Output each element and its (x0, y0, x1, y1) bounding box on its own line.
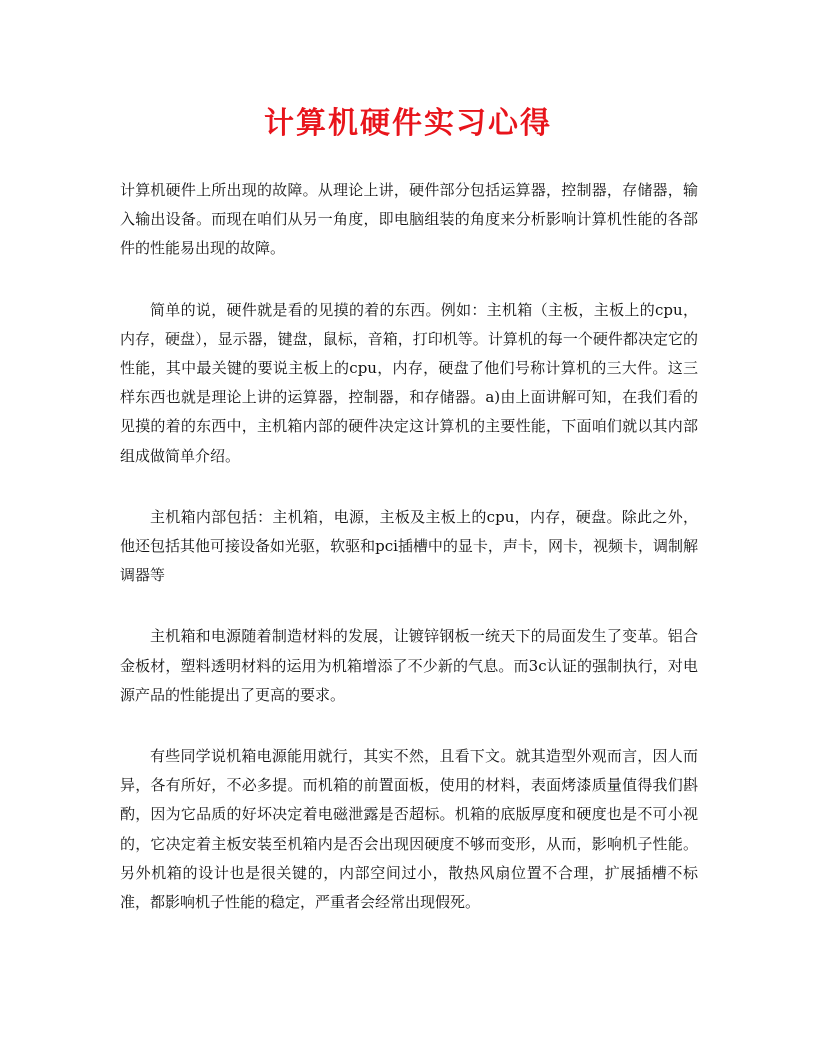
paragraph-case-quality: 有些同学说机箱电源能用就行，其实不然，且看下文。就其造型外观而言，因人而异，各有所好，不必多提。而机箱的前置面板，使用的材料，表面烤漆质量值得我们斟酌，因为它品质的好坏决定着电磁泄露是否超标。机箱的底版厚度和硬度也是不可小视的，它决定着主板安装至机箱内是否会出现因硬度不够而变形，从而，影响机子性能。另外机箱的设计也是很关键的，内部空间过小，散热风扇位置不合理，扩展插槽不标准，都影响机子性能的稳定，严重者会经常出现假死。 (120, 747, 698, 912)
paragraph-case-contents: 主机箱内部包括：主机箱，电源，主板及主板上的cpu，内存，硬盘。除此之外，他还包括其他可接设备如光驱，软驱和pci插槽中的显卡，声卡，网卡，视频卡，调制解调器等 (120, 507, 698, 585)
paragraph-hardware-definition: 简单的说，硬件就是看的见摸的着的东西。例如：主机箱（主板，主板上的cpu，内存，硬盘），显示器，键盘，鼠标，音箱，打印机等。计算机的每一个硬件都决定它的性能，其中最关键的要说主板上的cpu，内存，硬盘了他们号称计算机的三大件。这三样东西也就是理论上讲的运算器，控制器，和存储器。a)由上面讲解可知，在我们看的见摸的着的东西中，主机箱内部的硬件决定这计算机的主要性能，下面咱们就以其内部组成做简单介绍。 (120, 300, 698, 465)
document-title: 计算机硬件实习心得 (264, 106, 552, 141)
document-body (120, 176, 698, 949)
paragraph-case-materials: 主机箱和电源随着制造材料的发展，让镀锌钢板一统天下的局面发生了变革。铝合金板材，塑料透明材料的运用为机箱增添了不少新的气息。而3c认证的强制执行，对电源产品的性能提出了更高的要求。 (120, 627, 698, 704)
paragraph-intro: 计算机硬件上所出现的故障。从理论上讲，硬件部分包括运算器，控制器，存储器，输入输出设备。而现在咱们从另一角度，即电脑组装的角度来分析影响计算机性能的各部件的性能易出现的故障。 (120, 181, 698, 258)
